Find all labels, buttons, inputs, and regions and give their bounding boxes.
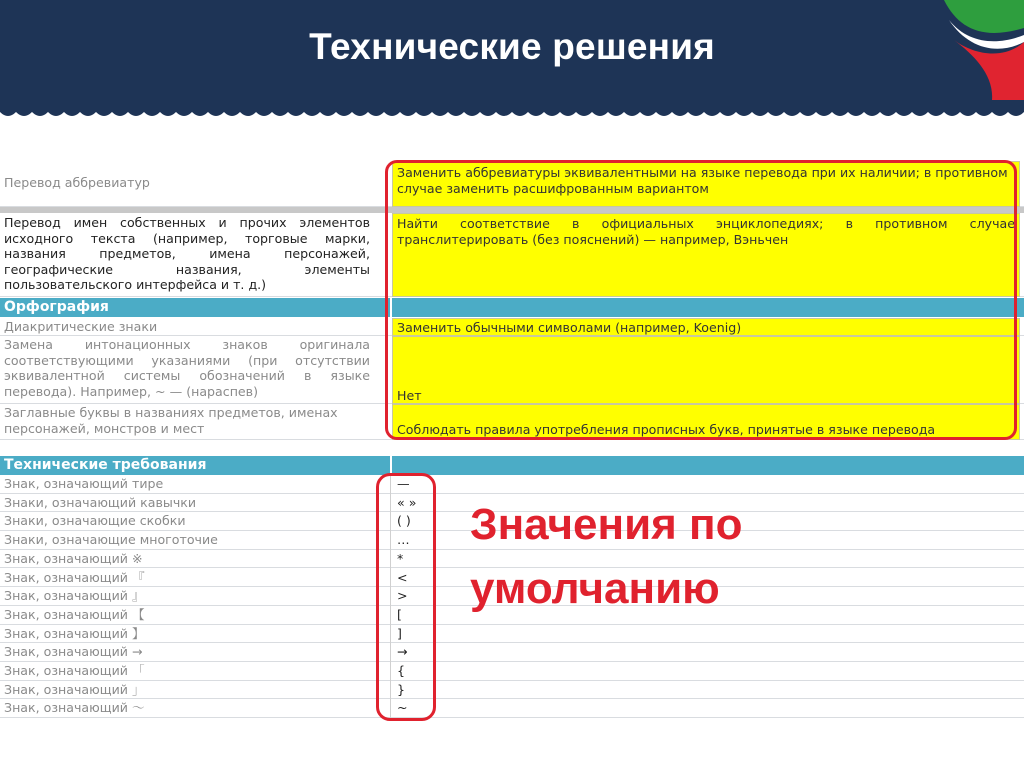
table-row (0, 699, 1024, 718)
table-row (0, 475, 1024, 494)
row-value: [ (397, 606, 402, 622)
section-title: Орфография (4, 299, 109, 315)
section-header-technical (0, 456, 1024, 475)
row-label: Знак, означающий 』 (4, 588, 145, 604)
table-row (0, 681, 1024, 700)
row-value: ( ) (397, 513, 411, 529)
row-value: Заменить обычными символами (например, Koenig) (397, 320, 742, 335)
row-label: Знак, означающий тире (4, 476, 164, 491)
row-value: ] (397, 625, 402, 641)
row-value: > (397, 588, 408, 604)
row-value: … (397, 532, 410, 548)
logo-icon (914, 0, 1024, 100)
row-value: Нет (397, 388, 422, 403)
row-value: « » (397, 494, 417, 510)
row-value: { (397, 663, 406, 678)
row-value: — (397, 476, 410, 491)
row-label: Знак, означающий ～ (4, 700, 145, 716)
row-value: → (397, 644, 408, 660)
row-label: Знак, означающий 【 (4, 606, 145, 622)
row-label: Знак, означающий → (4, 644, 143, 660)
row-label: Знаки, означающие многоточие (4, 532, 218, 548)
row-label: Знак, означающий 「 (4, 663, 145, 678)
row-label: Перевод имен собственных и прочих элементов исходного текста (например, торговые марки, названия предметов, имена персонажей, географические названия, элементы пользовательского интерфейса и т. д.) (4, 215, 370, 292)
row-label: Знак, означающий 『 (4, 569, 145, 585)
callout-line-1: Значения по (470, 500, 743, 549)
row-value: * (397, 550, 404, 566)
table-row (0, 662, 1024, 681)
row-label: Знак, означающий 」 (4, 681, 145, 697)
table-row (0, 625, 1024, 644)
row-label: Диакритические знаки (4, 319, 158, 334)
row-label: Знаки, означающие скобки (4, 513, 186, 529)
slide-title: Технические решения (309, 26, 715, 67)
row-value: Заменить аббревиатуры эквивалентными на языке перевода при их наличии; в противном случае заменить расшифрованным вариантом (397, 165, 1008, 196)
row-value: Соблюдать правила употребления прописных букв, принятые в языке перевода (397, 422, 936, 437)
row-label: Знак, означающий 】 (4, 625, 145, 641)
table-row (0, 643, 1024, 662)
defaults-annotation-box (376, 473, 436, 721)
row-label: Знаки, означающий кавычки (4, 494, 197, 510)
row-value: < (397, 569, 408, 585)
header-scallop-edge (0, 104, 1024, 120)
table-row-empty (0, 440, 1024, 456)
row-label: Перевод аббревиатур (4, 175, 150, 190)
row-value: Найти соответствие в официальных энциклопедиях; в противном случае транслитерировать (без пояснений) — например, Вэньчен (397, 216, 1015, 247)
row-value: ~ (397, 700, 408, 716)
section-title: Технические требования (4, 457, 207, 473)
row-label: Заглавные буквы в названиях предметов, именах персонажей, монстров и мест (4, 405, 338, 436)
row-label: Замена интонационных знаков оригинала соответствующими указаниями (при отсутствии эквивалентной системы обозначений в языке перевода). Например, ~ — (нараспев) (4, 337, 370, 399)
highlight-annotation-box (385, 160, 1017, 440)
row-label: Знак, означающий ※ (4, 550, 143, 566)
callout-line-2: умолчанию (470, 564, 720, 613)
row-value: } (397, 681, 406, 697)
slide-header (0, 0, 1024, 112)
